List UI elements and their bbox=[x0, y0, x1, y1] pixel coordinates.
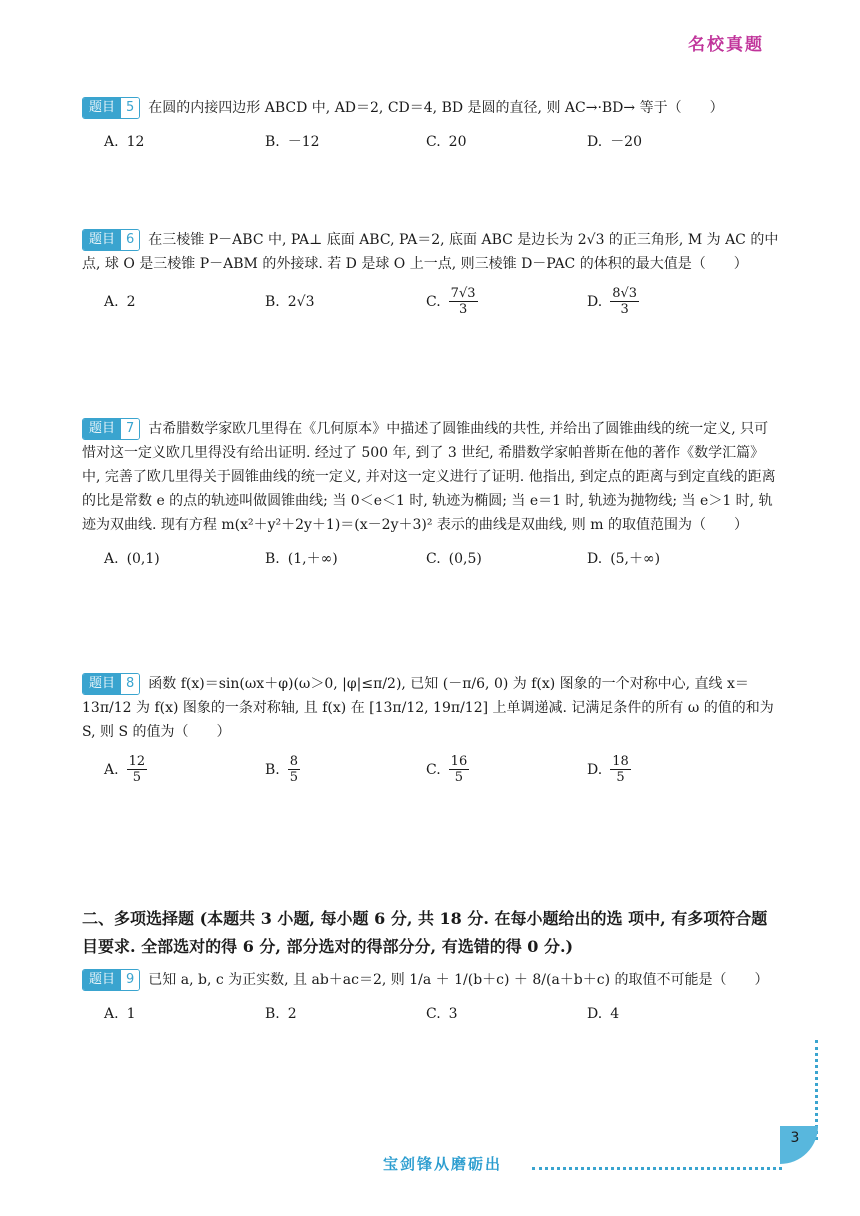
question-badge: 题目 8 bbox=[82, 673, 140, 695]
fraction: $\frac{7√3}{3}$ bbox=[450, 286, 476, 317]
option-list bbox=[82, 754, 782, 785]
question-6 bbox=[82, 228, 782, 317]
option-list bbox=[82, 130, 782, 154]
option-d: D. －20 bbox=[587, 134, 643, 150]
question-badge: 题目 7 bbox=[82, 418, 140, 440]
option-b: B. $\frac{8}{5}$ bbox=[265, 754, 299, 785]
question-9 bbox=[82, 968, 782, 1026]
fraction: $\frac{8}{5}$ bbox=[289, 754, 299, 785]
option-d: D. 4 bbox=[587, 1006, 620, 1022]
option-list bbox=[82, 547, 782, 571]
page-number: 3 bbox=[790, 1130, 800, 1146]
option-a: A. $\frac{12}{5}$ bbox=[104, 754, 146, 785]
question-stem: 已知 a, b, c 为正实数, 且 ab＋ac＝2, 则 1/a ＋ 1/(b＋c) ＋ 8/(a＋b＋c) 的取值不可能是（ ） bbox=[148, 972, 769, 988]
option-b: B. (1,＋∞) bbox=[265, 551, 338, 567]
fraction: $\frac{8√3}{3}$ bbox=[612, 286, 638, 317]
question-stem: 古希腊数学家欧几里得在《几何原本》中描述了圆锥曲线的共性, 并给出了圆锥曲线的统一定义, 只可惜对这一定义欧几里得没有给出证明. 经过了 500 年, 到了 3 世纪, 希腊数学家帕普斯在他的著作《数学汇篇》中, 完善了欧几里得关于圆锥曲线的统一定义, 并对这一定义进行了证明. 他指出, 到定点的距离与到定直线的距离的比是常数 e 的点的轨迹叫做圆锥曲线; 当 0＜e＜1 时, 轨迹为椭圆; 当 e＝1 时, 轨迹为抛物线; 当 e＞1 时, 轨迹为双曲线. 现有方程 m(x²＋y²＋2y＋1)＝(x－2y＋3)² 表示的曲线是双曲线, 则 m 的取值范围为（ ） bbox=[82, 421, 776, 533]
option-b: B. 2 bbox=[265, 1006, 297, 1022]
option-b: B. 2√3 bbox=[265, 293, 315, 310]
question-badge: 题目 6 bbox=[82, 229, 140, 251]
option-c: C. $\frac{7√3}{3}$ bbox=[426, 286, 476, 317]
option-d: D. $\frac{18}{5}$ bbox=[587, 754, 629, 785]
header-tag: 名校真题 bbox=[688, 35, 764, 55]
option-d: D. $\frac{8√3}{3}$ bbox=[587, 286, 638, 317]
dotted-border-vertical bbox=[815, 1040, 818, 1140]
question-stem: 函数 f(x)＝sin(ωx＋φ)(ω＞0, |φ|≤π/2), 已知 (－π/6, 0) 为 f(x) 图象的一个对称中心, 直线 x＝13π/12 为 f(x) 图象的一条对称轴, 且 f(x) 在 [13π/12, 19π/12] 上单调递减. 记满足条件的所有 ω 的值的和为 S, 则 S 的值为（ ） bbox=[82, 676, 774, 740]
fraction: $\frac{12}{5}$ bbox=[128, 754, 146, 785]
option-c: C. 20 bbox=[426, 134, 467, 150]
option-list bbox=[82, 286, 782, 317]
fraction: $\frac{18}{5}$ bbox=[612, 754, 629, 785]
footer-slogan: 宝剑锋从磨砺出 bbox=[383, 1155, 503, 1173]
option-a: A. 12 bbox=[104, 134, 145, 150]
fraction: $\frac{16}{5}$ bbox=[450, 754, 468, 785]
question-stem: 在三棱锥 P－ABC 中, PA⊥ 底面 ABC, PA＝2, 底面 ABC 是边长为 2√3 的正三角形, M 为 AC 的中点, 球 O 是三棱锥 P－ABM 的外接球. 若 D 是球 O 上一点, 则三棱锥 D－PAC 的体积的最大值是（ ） bbox=[82, 232, 779, 272]
dotted-border-horizontal bbox=[532, 1167, 782, 1170]
question-stem: 在圆的内接四边形 ABCD 中, AD＝2, CD＝4, BD 是圆的直径, 则 AC→·BD→ 等于（ ） bbox=[148, 100, 724, 116]
option-c: C. 3 bbox=[426, 1006, 458, 1022]
question-badge: 题目 9 bbox=[82, 969, 140, 991]
option-a: A. (0,1) bbox=[104, 551, 160, 567]
option-a: A. 1 bbox=[104, 1006, 136, 1022]
question-5 bbox=[82, 96, 782, 154]
question-8 bbox=[82, 672, 782, 785]
question-7 bbox=[82, 417, 782, 571]
question-badge: 题目 5 bbox=[82, 97, 140, 119]
option-c: C. $\frac{16}{5}$ bbox=[426, 754, 468, 785]
option-c: C. (0,5) bbox=[426, 551, 482, 567]
section-title: 二、多项选择题 (本题共 3 小题, 每小题 6 分, 共 18 分. 在每小题给出的选 项中, 有多项符合题目要求. 全部选对的得 6 分, 部分选对的得部分分, 有选错的得 0 分.) bbox=[82, 909, 768, 956]
option-a: A. 2 bbox=[104, 293, 136, 310]
option-d: D. (5,＋∞) bbox=[587, 551, 661, 567]
option-list bbox=[82, 1002, 782, 1026]
option-b: B. －12 bbox=[265, 134, 320, 150]
